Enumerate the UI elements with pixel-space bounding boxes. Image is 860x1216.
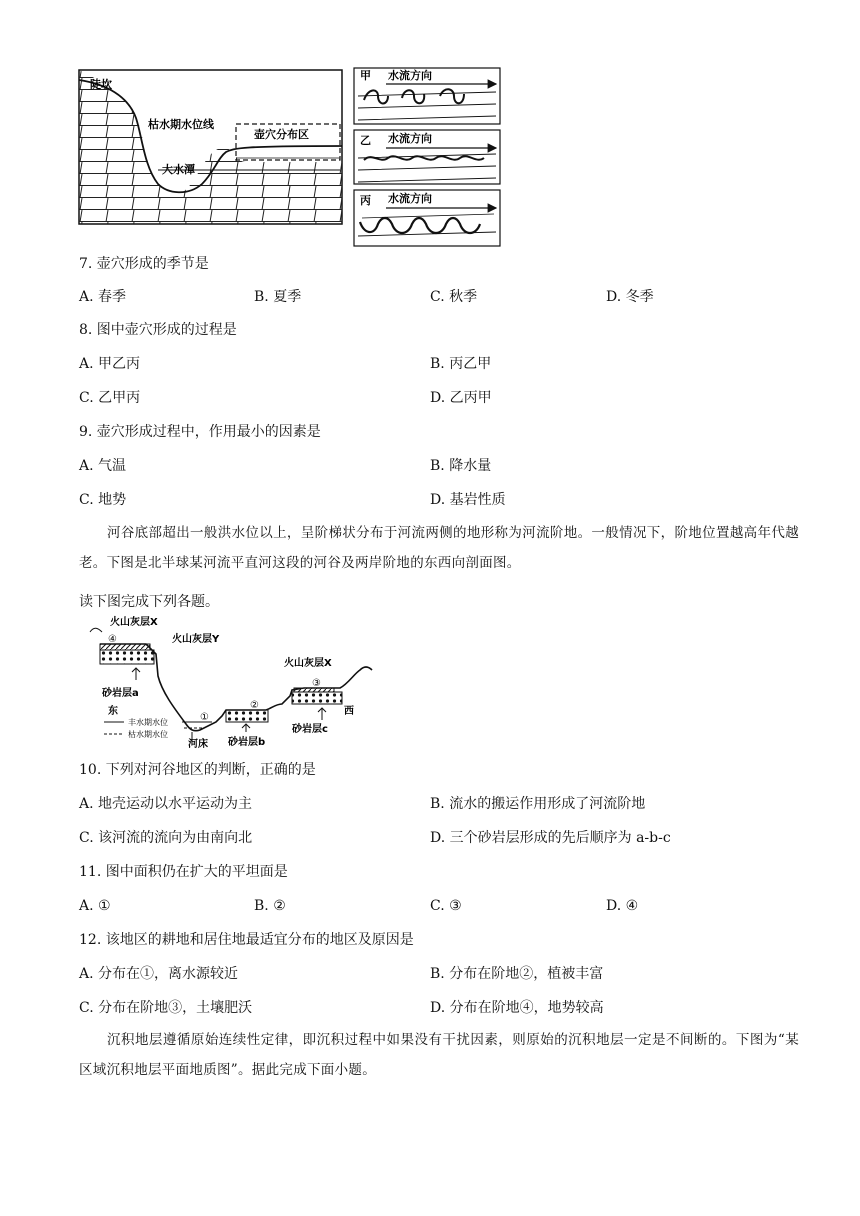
panel-bing-mark: 丙 (360, 194, 371, 207)
river-terrace-figure (86, 614, 378, 754)
q12-option-c[interactable]: C. 分布在阶地③，土壤肥沃 (79, 1000, 253, 1016)
q11-option-b[interactable]: B. ② (254, 898, 286, 914)
q11-option-c[interactable]: C. ③ (430, 898, 462, 914)
q9-option-d[interactable]: D. 基岩性质 (430, 492, 506, 508)
sand-c-label: 砂岩层c (292, 724, 328, 735)
q10-option-a[interactable]: A. 地壳运动以水平运动为主 (79, 796, 253, 812)
q11-option-d[interactable]: D. ④ (606, 898, 639, 914)
q11-stem: 11. 图中面积仍在扩大的平坦面是 (79, 864, 288, 880)
q9-option-b[interactable]: B. 降水量 (430, 458, 492, 474)
ash-x-right-label: 火山灰层X (284, 658, 332, 669)
q9-stem: 9. 壶穴形成过程中，作用最小的因素是 (79, 424, 321, 440)
q12-option-d[interactable]: D. 分布在阶地④，地势较高 (430, 1000, 604, 1016)
q7-stem: 7. 壶穴形成的季节是 (79, 256, 209, 272)
q7-option-b[interactable]: B. 夏季 (254, 289, 302, 305)
q8-stem: 8. 图中壶穴形成的过程是 (79, 322, 237, 338)
intro-text: 读下图完成下列各题。 (79, 594, 219, 610)
panel-yi-flow: 水流方向 (388, 132, 432, 145)
panel-jia (354, 68, 500, 124)
passage-river-terrace: 河谷底部超出一般洪水位以上，呈阶梯状分布于河流两侧的地形称为河流阶地。一般情况下，阶地位置越高年代越老。下图是北半球某河流平直河这段的河谷及两岸阶地的东西向剖面图。 (79, 525, 799, 571)
q10-option-b[interactable]: B. 流水的搬运作用形成了河流阶地 (430, 796, 646, 812)
dry-line-label: 枯水期水位线 (148, 118, 214, 131)
panel-jia-flow: 水流方向 (388, 69, 432, 82)
terrace-1-number: ① (200, 712, 209, 723)
river-bed-label: 河床 (188, 739, 208, 750)
q10-stem: 10. 下列对河谷地区的判断，正确的是 (79, 762, 316, 778)
q8-option-d[interactable]: D. 乙丙甲 (430, 390, 492, 406)
terrace-2-number: ② (250, 700, 259, 711)
terrace-4-number: ④ (108, 634, 117, 645)
sand-b-label: 砂岩层b (228, 737, 266, 748)
pothole-figure (76, 66, 508, 248)
q10-option-c[interactable]: C. 该河流的流向为由南向北 (79, 830, 253, 846)
pool-label: 大水潭 (162, 163, 195, 176)
q8-option-b[interactable]: B. 丙乙甲 (430, 356, 492, 372)
cliff-label: 陡坎 (90, 78, 112, 91)
q8-option-c[interactable]: C. 乙甲丙 (79, 390, 141, 406)
q12-stem: 12. 该地区的耕地和居住地最适宜分布的地区及原因是 (79, 932, 414, 948)
east-label: 东 (108, 706, 118, 717)
q12-option-a[interactable]: A. 分布在①，离水源较近 (79, 966, 239, 982)
q9-option-a[interactable]: A. 气温 (79, 458, 127, 474)
q8-option-a[interactable]: A. 甲乙丙 (79, 356, 141, 372)
q7-option-d[interactable]: D. 冬季 (606, 289, 654, 305)
terrace-3-number: ③ (312, 678, 321, 689)
panel-bing (354, 190, 500, 246)
pothole-zone-label: 壶穴分布区 (254, 128, 309, 141)
q7-option-a[interactable]: A. 春季 (79, 289, 127, 305)
passage-sedimentary-strata: 沉积地层遵循原始连续性定律，即沉积过程中如果没有干扰因素，则原始的沉积地层一定是不间断的。下图为“某区域沉积地层平面地质图”。据此完成下面小题。 (79, 1032, 799, 1078)
panel-yi-mark: 乙 (360, 134, 371, 147)
q12-option-b[interactable]: B. 分布在阶地②，植被丰富 (430, 966, 604, 982)
q7-option-c[interactable]: C. 秋季 (430, 289, 478, 305)
panel-yi (354, 130, 500, 184)
ash-y-label: 火山灰层Y (172, 634, 220, 645)
sand-a-label: 砂岩层a (102, 688, 139, 699)
panel-bing-flow: 水流方向 (388, 192, 432, 205)
q10-option-d[interactable]: D. 三个砂岩层形成的先后顺序为 a-b-c (430, 830, 671, 846)
q9-option-c[interactable]: C. 地势 (79, 492, 127, 508)
west-label: 西 (344, 706, 354, 717)
q11-option-a[interactable]: A. ① (79, 898, 111, 914)
legend-low-water: 枯水期水位 (128, 730, 168, 739)
ash-x-left-label: 火山灰层X (110, 617, 158, 628)
panel-jia-mark: 甲 (360, 69, 371, 82)
legend-high-water: 丰水期水位 (128, 718, 168, 727)
